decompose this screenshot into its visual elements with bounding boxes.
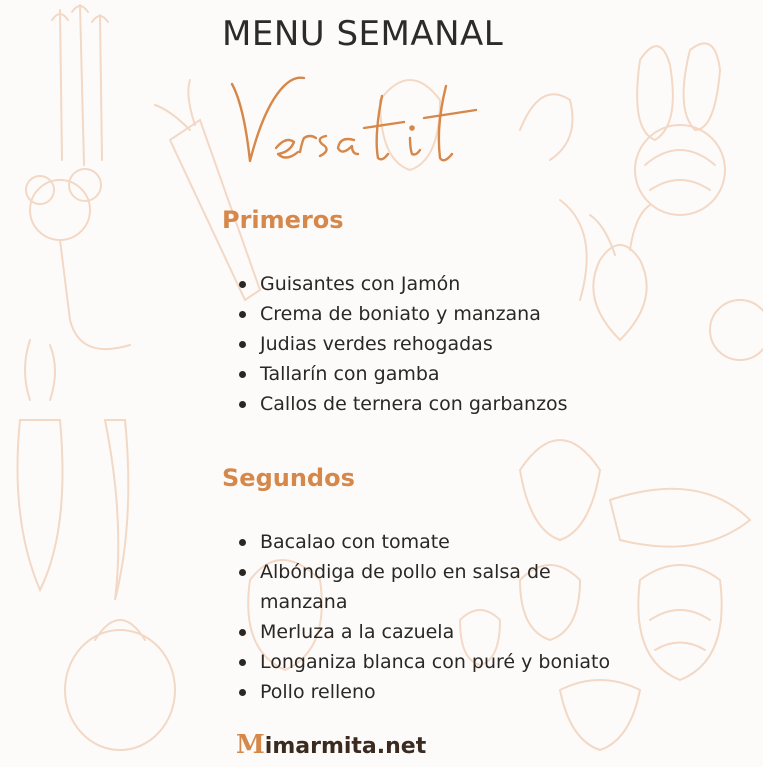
list-item: Albóndiga de pollo en salsa de manzana (238, 557, 570, 617)
list-item: Pollo relleno (238, 677, 638, 707)
section-heading-segundos: Segundos (222, 464, 355, 492)
list-item: Bacalao con tomate (238, 527, 638, 557)
primeros-list (238, 269, 658, 419)
list-item: Guisantes con Jamón (238, 269, 658, 299)
logo-initial: M (236, 730, 265, 760)
site-footer-logo (236, 730, 426, 760)
list-item: Judias verdes rehogadas (238, 329, 658, 359)
list-item: Crema de boniato y manzana (238, 299, 658, 329)
versatil-script-logo (214, 66, 494, 186)
list-item: Merluza a la cazuela (238, 617, 638, 647)
list-item: Callos de ternera con garbanzos (238, 389, 658, 419)
segundos-list (238, 527, 638, 707)
list-item: Longaniza blanca con puré y boniato (238, 647, 638, 677)
list-item: Tallarín con gamba (238, 359, 658, 389)
section-heading-primeros: Primeros (222, 206, 344, 234)
site-name: imarmita.net (264, 734, 427, 759)
page-title: MENU SEMANAL (222, 14, 504, 54)
